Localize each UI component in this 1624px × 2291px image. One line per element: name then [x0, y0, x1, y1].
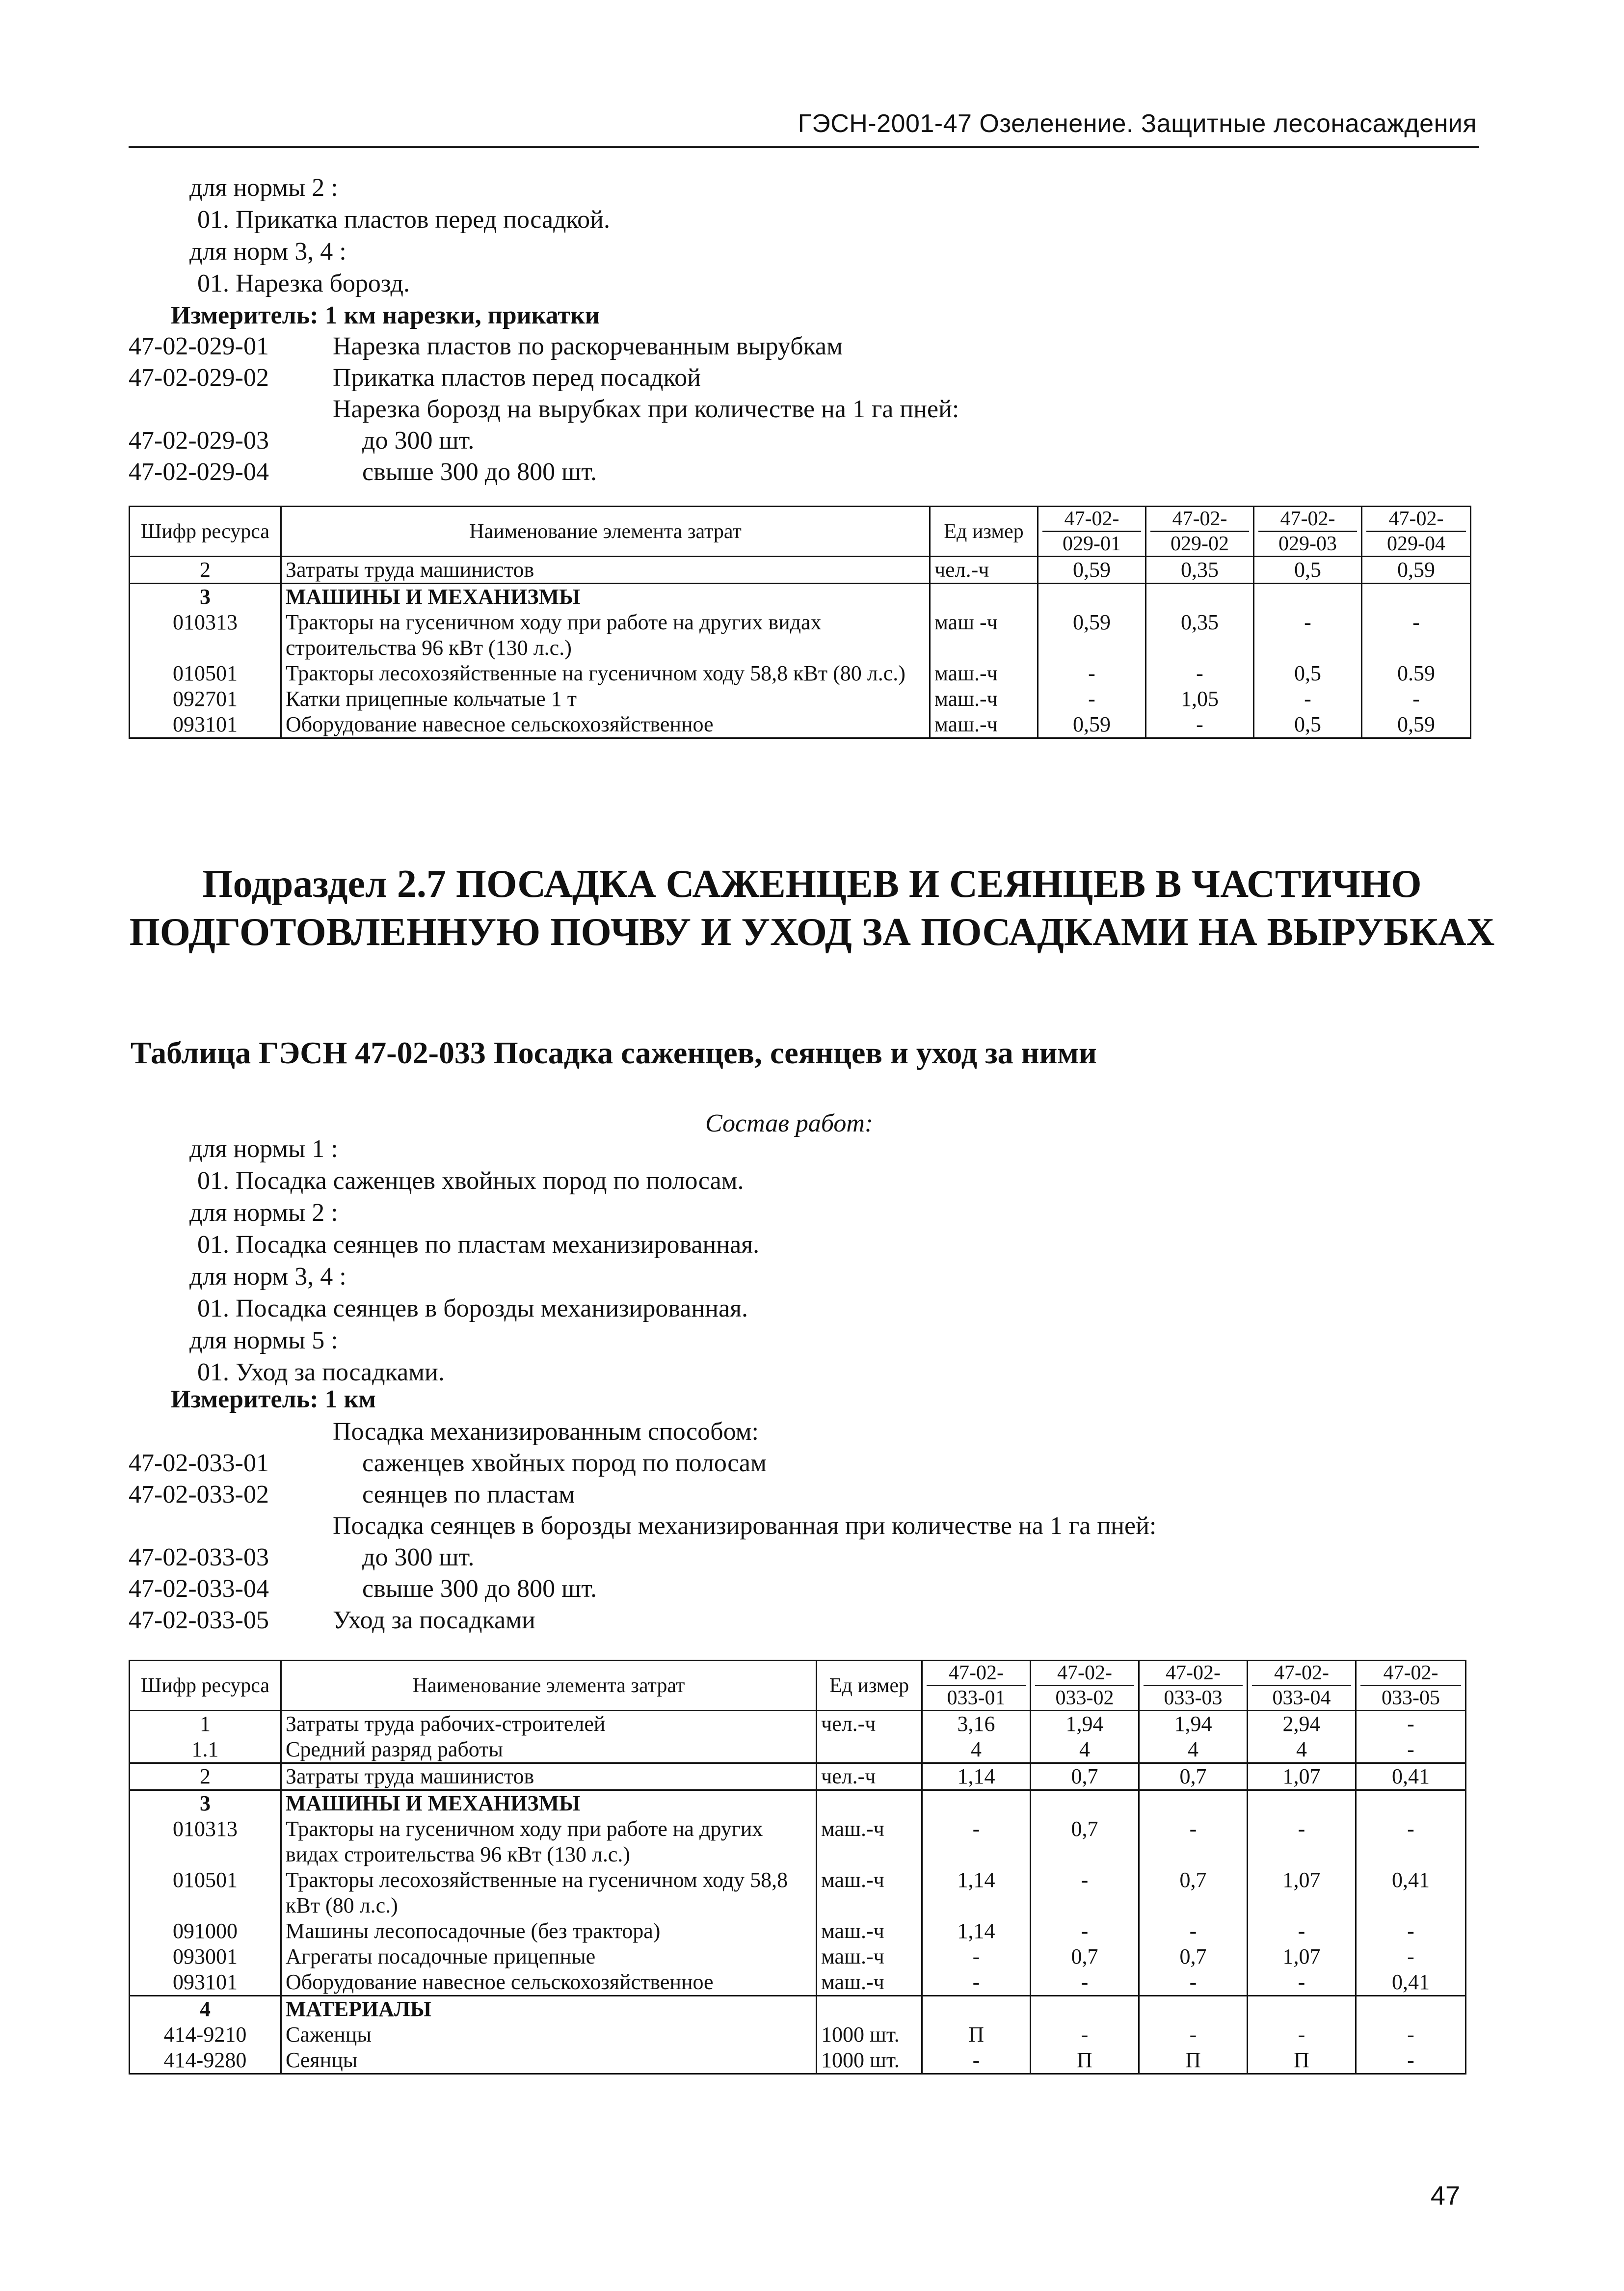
norm-value: -: [1139, 1918, 1248, 1944]
norm-value: [1031, 1790, 1139, 1817]
table-row: [130, 712, 1471, 738]
table2-measure: Измеритель: 1 км: [171, 1385, 376, 1413]
resource-name: Катки прицепные кольчатые 1 т: [281, 686, 930, 712]
norm-value: [1248, 1996, 1356, 2022]
page-number: 47: [1430, 2181, 1460, 2210]
norm-value: 2,94: [1248, 1711, 1356, 1737]
norm-value: П: [1248, 2048, 1356, 2074]
norm-value: 1,94: [1139, 1711, 1248, 1737]
norm-value: -: [1031, 1969, 1139, 1996]
unit: 1000 шт.: [817, 2048, 922, 2074]
norm-code: 47-02-029-04: [129, 458, 269, 486]
table-row: [130, 584, 1471, 610]
resource-name: Машины лесопосадочные (без трактора): [281, 1918, 817, 1944]
norm-value: 1,14: [922, 1867, 1031, 1918]
norm-value: -: [1248, 1969, 1356, 1996]
norm-value: [922, 1996, 1031, 2022]
norm-value: П: [1139, 2048, 1248, 2074]
norm-value: 0,41: [1356, 1867, 1466, 1918]
subsection-heading: Подраздел 2.7 ПОСАДКА САЖЕНЦЕВ И СЕЯНЦЕВ В ЧАСТИЧНО ПОДГОТОВЛЕННУЮ ПОЧВУ И УХОД ЗА ПОСАДКАМИ НА ВЫРУБКАХ: [129, 862, 1495, 954]
norm-code: 47-02-033-01: [129, 1449, 269, 1477]
work-step-line: 01. Посадка сеянцев в борозды механизированная.: [197, 1294, 748, 1322]
norm-value: [1356, 1790, 1466, 1817]
table-title: Таблица ГЭСН 47-02-033 Посадка саженцев, сеянцев и уход за ними: [131, 1035, 1097, 1070]
resource-code: 010313: [130, 610, 281, 661]
norm-value: 0,41: [1356, 1969, 1466, 1996]
unit: маш.-ч: [930, 661, 1038, 686]
norm-value: -: [1139, 2022, 1248, 2048]
resource-code: 3: [130, 584, 281, 610]
table-row: [130, 2022, 1466, 2048]
norm-value: -: [922, 2048, 1031, 2074]
norm-value: -: [922, 1969, 1031, 1996]
table-header-row: [130, 1661, 1466, 1711]
norm-description: Прикатка пластов перед посадкой: [333, 364, 701, 392]
norm-value: [1254, 584, 1362, 610]
norm-value: 0,5: [1254, 712, 1362, 738]
resource-name: Агрегаты посадочные прицепные: [281, 1944, 817, 1969]
work-step-line: 01. Прикатка пластов перед посадкой.: [197, 206, 610, 234]
resource-code: 093101: [130, 1969, 281, 1996]
norm-value: -: [1362, 686, 1471, 712]
norm-value: 0,5: [1254, 661, 1362, 686]
norm-description: Посадка механизированным способом:: [333, 1418, 759, 1446]
resource-code: 1: [130, 1711, 281, 1737]
norm-value: -: [1038, 661, 1146, 686]
norm-value: 0,59: [1362, 712, 1471, 738]
resource-code: 093101: [130, 712, 281, 738]
header-code: Шифр ресурса: [130, 1661, 281, 1711]
table-row: [130, 1944, 1466, 1969]
norm-value: 0.59: [1362, 661, 1471, 686]
resource-code: 010501: [130, 661, 281, 686]
table-row: [130, 1737, 1466, 1763]
unit: [817, 1790, 922, 1817]
norm-value: 0,41: [1356, 1763, 1466, 1790]
resource-code: 093001: [130, 1944, 281, 1969]
norm-value: 0,7: [1031, 1816, 1139, 1867]
resource-name: Средний разряд работы: [281, 1737, 817, 1763]
norm-description: Нарезка борозд на вырубках при количестве на 1 га пней:: [333, 395, 959, 423]
table1-measure: Измеритель: 1 км нарезки, прикатки: [171, 301, 600, 329]
unit: маш.-ч: [817, 1969, 922, 1996]
work-step-line: для нормы 2 :: [189, 1199, 338, 1227]
norm-description: свыше 300 до 800 шт.: [362, 458, 597, 486]
norm-value: 0,7: [1139, 1867, 1248, 1918]
work-step-line: для норм 3, 4 :: [189, 1263, 346, 1291]
norm-value: 4: [922, 1737, 1031, 1763]
work-step-line: 01. Посадка саженцев хвойных пород по полосам.: [197, 1167, 744, 1195]
norm-value: -: [1254, 686, 1362, 712]
resource-name: Оборудование навесное сельскохозяйственное: [281, 712, 930, 738]
norm-description: саженцев хвойных пород по полосам: [362, 1449, 767, 1477]
resource-code: 010501: [130, 1867, 281, 1918]
norm-value: [1031, 1996, 1139, 2022]
norm-value: [1362, 584, 1471, 610]
resource-code: 414-9280: [130, 2048, 281, 2074]
unit: маш.-ч: [817, 1867, 922, 1918]
unit: чел.-ч: [930, 557, 1038, 584]
unit: маш.-ч: [817, 1944, 922, 1969]
work-step-line: 01. Посадка сеянцев по пластам механизированная.: [197, 1231, 760, 1259]
resource-code: 4: [130, 1996, 281, 2022]
table-row: [130, 1996, 1466, 2022]
norm-code: 47-02-029-02: [129, 364, 269, 392]
norm-value: 3,16: [922, 1711, 1031, 1737]
norm-value: [1146, 584, 1254, 610]
unit: маш.-ч: [930, 712, 1038, 738]
norm-value: -: [1031, 1867, 1139, 1918]
resource-name: Сеянцы: [281, 2048, 817, 2074]
norm-value: 0,7: [1031, 1763, 1139, 1790]
norm-value: 1,07: [1248, 1944, 1356, 1969]
norm-value: П: [922, 2022, 1031, 2048]
unit: чел.-ч: [817, 1763, 922, 1790]
resource-name: Затраты труда рабочих-строителей: [281, 1711, 817, 1737]
norm-value: -: [922, 1816, 1031, 1867]
norm-value: -: [1356, 2048, 1466, 2074]
norm-value: [1248, 1790, 1356, 1817]
header-unit: Ед измер: [930, 507, 1038, 557]
norm-value: -: [1356, 2022, 1466, 2048]
header-unit: Ед измер: [817, 1661, 922, 1711]
resource-name: Саженцы: [281, 2022, 817, 2048]
header-norm-col: 47-02- 033-01: [922, 1661, 1031, 1711]
work-step-line: 01. Уход за посадками.: [197, 1358, 445, 1386]
resource-code: 2: [130, 557, 281, 584]
resource-table-029: [129, 506, 1471, 739]
norm-value: 4: [1248, 1737, 1356, 1763]
resource-code: 010313: [130, 1816, 281, 1867]
norm-value: 0,5: [1254, 557, 1362, 584]
norm-description: Посадка сеянцев в борозды механизированная при количестве на 1 га пней:: [333, 1512, 1157, 1540]
norm-value: [1139, 1996, 1248, 2022]
resource-code: 1.1: [130, 1737, 281, 1763]
norm-value: -: [1254, 610, 1362, 661]
work-step-line: для нормы 2 :: [189, 174, 338, 202]
norm-code: 47-02-029-01: [129, 332, 269, 360]
norm-value: -: [1146, 712, 1254, 738]
norm-value: 0,7: [1139, 1944, 1248, 1969]
norm-description: до 300 шт.: [362, 1543, 475, 1571]
norm-value: 0,7: [1031, 1944, 1139, 1969]
running-header: ГЭСН-2001-47 Озеленение. Защитные лесонасаждения: [798, 109, 1477, 138]
resource-name: Тракторы на гусеничном ходу при работе на других видах строительства 96 кВт (130 л.с.): [281, 610, 930, 661]
table-row: [130, 557, 1471, 584]
norm-value: 1,94: [1031, 1711, 1139, 1737]
work-step-line: для нормы 5 :: [189, 1326, 338, 1354]
table-header-row: [130, 507, 1471, 557]
norm-value: -: [1139, 1969, 1248, 1996]
norm-value: -: [922, 1944, 1031, 1969]
unit: маш -ч: [930, 610, 1038, 661]
resource-name: Тракторы лесохозяйственные на гусеничном ходу 58,8 кВт (80 л.с.): [281, 661, 930, 686]
resource-name: МАШИНЫ И МЕХАНИЗМЫ: [281, 584, 930, 610]
header-code: Шифр ресурса: [130, 507, 281, 557]
table-row: [130, 1969, 1466, 1996]
norm-value: -: [1356, 1737, 1466, 1763]
norm-description: сеянцев по пластам: [362, 1481, 575, 1509]
header-name: Наименование элемента затрат: [281, 1661, 817, 1711]
norm-value: 0,59: [1038, 557, 1146, 584]
table-row: [130, 1816, 1466, 1867]
table-row: [130, 1918, 1466, 1944]
table-row: [130, 610, 1471, 661]
resource-name: Тракторы лесохозяйственные на гусеничном ходу 58,8 кВт (80 л.с.): [281, 1867, 817, 1918]
norm-value: -: [1356, 1711, 1466, 1737]
norm-value: -: [1248, 1918, 1356, 1944]
unit: маш.-ч: [930, 686, 1038, 712]
norm-value: [1038, 584, 1146, 610]
norm-code: 47-02-033-03: [129, 1543, 269, 1571]
unit: 1000 шт.: [817, 2022, 922, 2048]
resource-code: 414-9210: [130, 2022, 281, 2048]
header-norm-col: 47-02- 033-05: [1356, 1661, 1466, 1711]
table-row: [130, 686, 1471, 712]
header-norm-col: 47-02- 029-01: [1038, 507, 1146, 557]
norm-value: -: [1248, 2022, 1356, 2048]
norm-value: -: [1356, 1918, 1466, 1944]
unit: маш.-ч: [817, 1918, 922, 1944]
resource-code: 092701: [130, 686, 281, 712]
table-row: [130, 1867, 1466, 1918]
table-row: [130, 1711, 1466, 1737]
table-row: [130, 1790, 1466, 1817]
norm-value: -: [1356, 1944, 1466, 1969]
norm-value: 1,07: [1248, 1763, 1356, 1790]
norm-value: 1,05: [1146, 686, 1254, 712]
resource-name: Затраты труда машинистов: [281, 557, 930, 584]
norm-value: 0,59: [1038, 610, 1146, 661]
resource-code: 2: [130, 1763, 281, 1790]
norm-value: 0,59: [1362, 557, 1471, 584]
header-name: Наименование элемента затрат: [281, 507, 930, 557]
work-step-line: 01. Нарезка борозд.: [197, 270, 410, 297]
unit: [817, 1737, 922, 1763]
norm-value: [1139, 1790, 1248, 1817]
norm-code: 47-02-029-03: [129, 427, 269, 455]
resource-code: 3: [130, 1790, 281, 1817]
norm-value: 0,7: [1139, 1763, 1248, 1790]
header-norm-col: 47-02- 033-02: [1031, 1661, 1139, 1711]
norm-code: 47-02-033-04: [129, 1575, 269, 1603]
header-norm-col: 47-02- 029-04: [1362, 507, 1471, 557]
resource-name: Оборудование навесное сельскохозяйственное: [281, 1969, 817, 1996]
table-row: [130, 2048, 1466, 2074]
header-norm-col: 47-02- 033-03: [1139, 1661, 1248, 1711]
header-norm-col: 47-02- 029-03: [1254, 507, 1362, 557]
norm-value: -: [1362, 610, 1471, 661]
unit: [930, 584, 1038, 610]
norm-code: 47-02-033-02: [129, 1481, 269, 1509]
unit: маш.-ч: [817, 1816, 922, 1867]
norm-description: до 300 шт.: [362, 427, 475, 455]
table-row: [130, 1763, 1466, 1790]
work-step-line: для нормы 1 :: [189, 1135, 338, 1163]
norm-value: 4: [1031, 1737, 1139, 1763]
header-rule: [129, 146, 1479, 148]
table-row: [130, 661, 1471, 686]
norm-value: 1,14: [922, 1763, 1031, 1790]
resource-name: Тракторы на гусеничном ходу при работе на других видах строительства 96 кВт (130 л.с.): [281, 1816, 817, 1867]
header-norm-col: 47-02- 029-02: [1146, 507, 1254, 557]
unit: [817, 1996, 922, 2022]
norm-description: Нарезка пластов по раскорчеванным вырубкам: [333, 332, 843, 360]
norm-description: Уход за посадками: [333, 1606, 535, 1634]
unit: чел.-ч: [817, 1711, 922, 1737]
resource-code: 091000: [130, 1918, 281, 1944]
norm-value: 1,14: [922, 1918, 1031, 1944]
norm-value: 4: [1139, 1737, 1248, 1763]
norm-code: 47-02-033-05: [129, 1606, 269, 1634]
norm-description: свыше 300 до 800 шт.: [362, 1575, 597, 1603]
norm-value: [1356, 1996, 1466, 2022]
norm-value: -: [1038, 686, 1146, 712]
resource-name: Затраты труда машинистов: [281, 1763, 817, 1790]
norm-value: -: [1031, 1918, 1139, 1944]
norm-value: [922, 1790, 1031, 1817]
norm-value: -: [1248, 1816, 1356, 1867]
work-step-line: для норм 3, 4 :: [189, 238, 346, 266]
norm-value: -: [1146, 661, 1254, 686]
norm-value: 0,35: [1146, 610, 1254, 661]
resource-table-033: [129, 1660, 1466, 2075]
resource-name: МАШИНЫ И МЕХАНИЗМЫ: [281, 1790, 817, 1817]
resource-name: МАТЕРИАЛЫ: [281, 1996, 817, 2022]
composition-label: Состав работ:: [705, 1109, 874, 1137]
norm-value: 0,59: [1038, 712, 1146, 738]
norm-value: -: [1031, 2022, 1139, 2048]
norm-value: П: [1031, 2048, 1139, 2074]
norm-value: -: [1356, 1816, 1466, 1867]
header-norm-col: 47-02- 033-04: [1248, 1661, 1356, 1711]
norm-value: 0,35: [1146, 557, 1254, 584]
norm-value: 1,07: [1248, 1867, 1356, 1918]
norm-value: -: [1139, 1816, 1248, 1867]
